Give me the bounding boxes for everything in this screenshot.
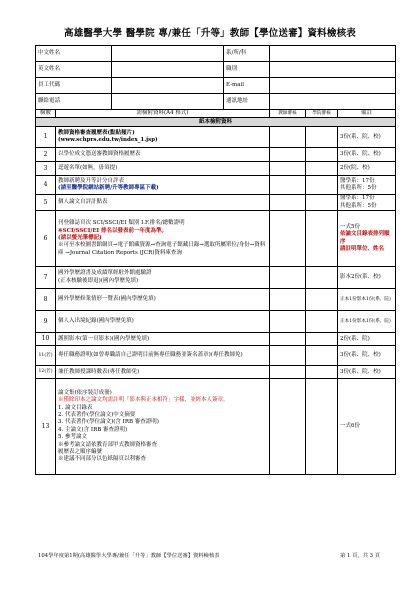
row-item-text: 個人論文自評計點表 (56, 195, 270, 211)
teacher-check-cell[interactable] (270, 211, 306, 267)
info-row (36, 46, 396, 62)
row-number: 5 (36, 195, 56, 211)
dept-check-cell[interactable] (306, 148, 338, 162)
row-item-hint: (請以螢光筆標記) (58, 235, 102, 242)
row-number: 6 (36, 211, 56, 267)
table-row (36, 267, 396, 289)
field-name-cn[interactable] (112, 46, 224, 62)
teacher-check-cell[interactable] (270, 127, 306, 148)
teacher-check-cell[interactable] (270, 333, 306, 346)
teacher-check-cell[interactable] (270, 162, 306, 176)
dept-check-cell[interactable] (306, 195, 338, 211)
teacher-check-cell[interactable] (270, 148, 306, 162)
dept-check-cell[interactable] (306, 162, 338, 176)
label-address: 通訊地址 (224, 94, 270, 110)
row-number: 13 (36, 379, 56, 475)
table-row (36, 289, 396, 311)
row-note: 3份(系、院、校) (338, 127, 396, 148)
row-item-text: 兼任教師授課時數表(專任教師免) (56, 366, 270, 379)
dept-check-cell[interactable] (306, 267, 338, 289)
dept-check-cell[interactable] (306, 289, 338, 311)
dept-check-cell[interactable] (306, 366, 338, 379)
row-item-warning: ※僅除印本之論文均需註明「影本與正本相符」字樣，並經本人簽章。 (58, 397, 229, 404)
col-teacher: 教師審核 (270, 110, 306, 118)
col-check: 檢覈 (36, 110, 56, 118)
col-need: 需檢附資料(A4 格式) (56, 110, 270, 118)
table-row (36, 366, 396, 379)
row-note: 醫學系：17份 其他系所：5份 (338, 176, 396, 195)
dept-check-cell[interactable] (306, 127, 338, 148)
teacher-check-cell[interactable] (270, 346, 306, 366)
row-note: 3份(系、院、校) (338, 148, 396, 162)
row-item (56, 267, 270, 289)
table-row (36, 333, 396, 346)
row-item (56, 176, 270, 195)
row-note: 2份(系、院) (338, 333, 396, 346)
row-item-text: 教師新聘及升等計分自評表 (58, 178, 125, 184)
dept-check-cell[interactable] (306, 333, 338, 346)
table-row (36, 176, 396, 195)
row-item-text: 教師資格審查履歷表(點貼頻片) (58, 130, 135, 136)
row-item-text: 論文集(依序裝訂成冊) (58, 389, 112, 396)
row-note-label: 請註明單位、姓名 (340, 246, 385, 253)
row-note: 一式5份 (340, 223, 361, 230)
row-item-warning: ※SCI/SSCI/EI 排名以發表前一年度為準。 (58, 227, 168, 234)
row-note: 一式6份 (338, 379, 396, 475)
list-item: 履歷表之順序編號 (58, 449, 103, 456)
row-number: 3 (36, 162, 56, 176)
list-item: 4. 主論文(含 IRB 審查證明) (58, 426, 128, 433)
row-item-text: 逕遊名單(如無，毋須提) (56, 162, 270, 176)
footer-left: 104學年度第1期(高雄醫學大學專/兼任「升等」教師【學位送審】資料檢核表 (38, 553, 220, 559)
row-note-order: 依論文目錄表排列順序 (340, 231, 390, 245)
row-number: 9 (36, 311, 56, 333)
row-number: 7 (36, 267, 56, 289)
row-item-text: 護照影本(第一頁影本)(國內學歷免填) (56, 333, 270, 346)
row-number: 8 (36, 289, 56, 311)
row-number: 12(若) (36, 366, 56, 379)
row-note: 3份(系、院、校) (338, 346, 396, 366)
field-emp-id[interactable] (112, 78, 224, 94)
field-title[interactable] (270, 62, 396, 78)
row-item-text: 專任職務證明(如曾專職請自己證明目前無專任職務並簽名蓋章)(專任教師免) (56, 346, 270, 366)
teacher-check-cell[interactable] (270, 176, 306, 195)
row-note: 正本1份影本1份(系、院) (338, 311, 396, 333)
label-name-cn: 中文姓名 (36, 46, 112, 62)
field-address[interactable] (270, 94, 396, 110)
teacher-check-cell[interactable] (270, 289, 306, 311)
row-item-link[interactable]: (請至醫學院網站新聘/升等教師專區下載) (58, 185, 159, 192)
field-dept[interactable] (270, 46, 396, 62)
list-item: 2. 代表著作(學位論文)中文摘要 (58, 411, 136, 418)
row-item-text: 個人入出境紀錄(國內學歷免填) (56, 311, 270, 333)
info-row (36, 78, 396, 94)
table-row (36, 148, 396, 162)
table-row (36, 127, 396, 148)
label-title: 職別 (224, 62, 270, 78)
table-row (36, 211, 396, 267)
col-note: 備註 (338, 110, 396, 118)
teacher-check-cell[interactable] (270, 311, 306, 333)
section-row (36, 118, 396, 127)
list-item: ※參考論文請依教育部甲式教師資格審查 (58, 441, 158, 448)
row-item-text: 刊登雜誌頁次 SCI/SSCI/EI 類別 I.F.排名/總數證明 (58, 220, 185, 227)
row-note: 2份(院、校) (338, 162, 396, 176)
row-item-url: (www.schprs.edu.tw/index_1.jsp) (58, 137, 158, 144)
row-item (56, 211, 270, 267)
teacher-check-cell[interactable] (270, 366, 306, 379)
row-item-text: 以學位成文憑送審教師資格履歷表 (56, 148, 270, 162)
row-number: 10 (36, 333, 56, 346)
teacher-check-cell[interactable] (270, 379, 306, 475)
table-row (36, 311, 396, 333)
teacher-check-cell[interactable] (270, 195, 306, 211)
page-title: 高雄醫學大學 醫學院 專/兼任「升等」教師【學位送審】資料檢核表 (64, 28, 356, 39)
column-header-row (36, 110, 396, 118)
dept-check-cell[interactable] (306, 346, 338, 366)
dept-check-cell[interactable] (306, 211, 338, 267)
dept-check-cell[interactable] (306, 379, 338, 475)
field-email[interactable] (270, 78, 396, 94)
row-item (56, 127, 270, 148)
row-note: 影本2份(系、校) (338, 267, 396, 289)
table-row (36, 379, 396, 475)
label-emp-id: 員工代碼 (36, 78, 112, 94)
info-row (36, 94, 396, 110)
row-number: 4 (36, 176, 56, 195)
row-note-cell (338, 211, 396, 267)
list-item: 3. 代表著作(學位論文)(含 IRB 審查證明) (58, 419, 159, 426)
list-item: 1. 論文目錄表 (58, 404, 93, 411)
row-note: 醫學系：17份 其他系所：5份 (338, 195, 396, 211)
list-item: ※建議不同部分以色紙隔頁以利審查 (58, 456, 147, 463)
row-item-detail: (正本核驗後即退)(國內學歷免填) (58, 277, 139, 284)
label-name-en: 英文姓名 (36, 62, 112, 78)
info-row (36, 62, 396, 78)
row-number: 11(若) (36, 346, 56, 366)
row-note: 正本1份影本1份(系、院) (338, 289, 396, 311)
table-row (36, 346, 396, 366)
section-title: 紙本檢附資料 (36, 118, 396, 127)
label-email: E-mail (224, 78, 270, 94)
row-item-text: 國外學歷證書及成績單經駐外館處驗證 (58, 270, 152, 277)
label-phone: 聯絡電話 (36, 94, 112, 110)
row-note: 3份(系、院、校) (338, 366, 396, 379)
dept-check-cell[interactable] (306, 311, 338, 333)
list-item: 5. 參考論文 (58, 434, 87, 441)
col-dept: 學院審核 (306, 110, 338, 118)
field-phone[interactable] (112, 94, 224, 110)
teacher-check-cell[interactable] (270, 267, 306, 289)
row-item (56, 379, 270, 475)
field-name-en[interactable] (112, 62, 224, 78)
row-item-detail: ※可至本校圖書館網頁→電子館藏資源→查詢電子館藏日錄→選取所屬單位/身份→資料庫 →Journal Citation Reports (JCR)資料庫查詢 (58, 242, 266, 256)
dept-check-cell[interactable] (306, 176, 338, 195)
footer-page-number: 第 1 頁，共 3 頁 (340, 553, 380, 559)
row-number: 2 (36, 148, 56, 162)
table-row (36, 195, 396, 211)
row-item-text: 國外學歷修業情形一覽表(國內學歷免填) (56, 289, 270, 311)
row-number: 1 (36, 127, 56, 148)
table-row (36, 162, 396, 176)
checklist-table (35, 45, 396, 475)
label-dept: 系/所/科 (224, 46, 270, 62)
